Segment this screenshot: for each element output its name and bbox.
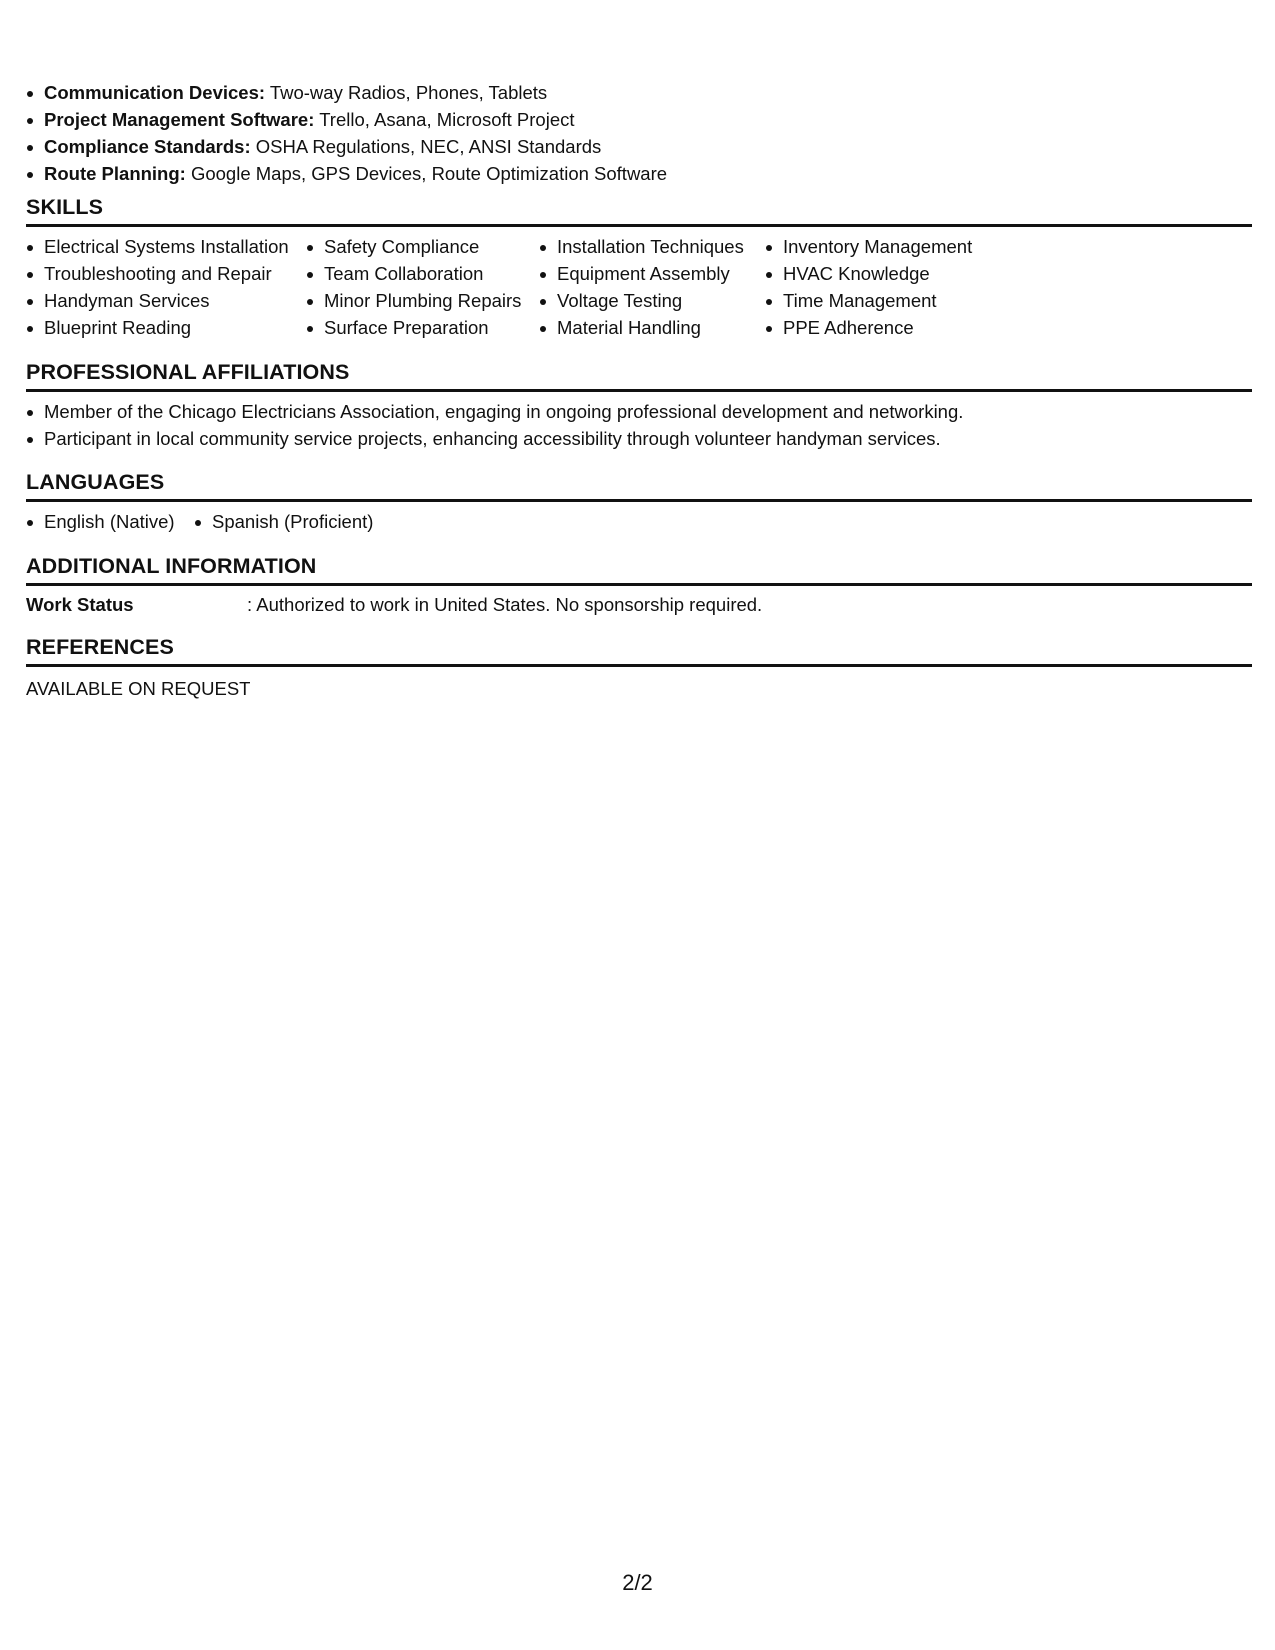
tools-item-label: Compliance Standards: (44, 136, 251, 157)
language-item: English (Native) (26, 508, 175, 535)
references-section (26, 632, 1252, 702)
tools-item (26, 106, 667, 133)
section-divider (26, 583, 1252, 586)
tools-item-value: OSHA Regulations, NEC, ANSI Standards (255, 136, 602, 157)
additional-info-section (26, 551, 1252, 619)
work-status-value: : Authorized to work in United States. No sponsorship required. (247, 594, 763, 615)
skill-item: Minor Plumbing Repairs (306, 287, 521, 314)
tools-item (26, 160, 667, 187)
resume-page (26, 0, 1252, 1650)
references-heading: REFERENCES (26, 635, 174, 659)
skill-item: Installation Techniques (539, 233, 744, 260)
tools-item-label: Project Management Software: (44, 109, 315, 130)
references-text: AVAILABLE ON REQUEST (26, 678, 251, 699)
section-divider (26, 389, 1252, 392)
skill-item: Surface Preparation (306, 314, 521, 341)
affiliation-item: Participant in local community service projects, enhancing accessibility through volunteer handyman services. (26, 425, 1252, 452)
skills-column (539, 233, 744, 341)
skill-item: Team Collaboration (306, 260, 521, 287)
additional-info-heading: ADDITIONAL INFORMATION (26, 554, 317, 578)
skills-heading: SKILLS (26, 195, 104, 219)
section-divider (26, 224, 1252, 227)
work-status-row (26, 591, 1252, 619)
tools-item-label: Route Planning: (44, 163, 186, 184)
skills-column (306, 233, 521, 341)
skill-item: Electrical Systems Installation (26, 233, 289, 260)
work-status-label: Work Status (26, 594, 134, 615)
tools-list (26, 79, 667, 187)
affiliations-section (26, 357, 1252, 452)
languages-heading: LANGUAGES (26, 470, 165, 494)
section-divider (26, 664, 1252, 667)
tools-item-value: Trello, Asana, Microsoft Project (319, 109, 575, 130)
affiliations-heading: PROFESSIONAL AFFILIATIONS (26, 360, 350, 384)
skills-column (765, 233, 972, 341)
page-number: 2/2 (622, 1570, 653, 1595)
languages-section (26, 467, 1252, 536)
skill-item: Material Handling (539, 314, 744, 341)
skill-item: Voltage Testing (539, 287, 744, 314)
skill-item: Blueprint Reading (26, 314, 289, 341)
skill-item: HVAC Knowledge (765, 260, 972, 287)
language-item: Spanish (Proficient) (194, 508, 373, 535)
skill-item: PPE Adherence (765, 314, 972, 341)
tools-item-label: Communication Devices: (44, 82, 266, 103)
languages-list (26, 508, 1252, 536)
skill-item: Safety Compliance (306, 233, 521, 260)
affiliations-list (26, 398, 1252, 452)
tools-item (26, 133, 667, 160)
skill-item: Handyman Services (26, 287, 289, 314)
skill-item: Inventory Management (765, 233, 972, 260)
tools-item-value: Two-way Radios, Phones, Tablets (269, 82, 548, 103)
skills-grid (26, 233, 1252, 343)
affiliation-item: Member of the Chicago Electricians Association, engaging in ongoing professional development and networking. (26, 398, 1252, 425)
skill-item: Equipment Assembly (539, 260, 744, 287)
tools-item-value: Google Maps, GPS Devices, Route Optimization Software (190, 163, 668, 184)
section-divider (26, 499, 1252, 502)
skills-column (26, 233, 289, 341)
skills-section (26, 192, 1252, 343)
skill-item: Troubleshooting and Repair (26, 260, 289, 287)
tools-item (26, 79, 667, 106)
skill-item: Time Management (765, 287, 972, 314)
